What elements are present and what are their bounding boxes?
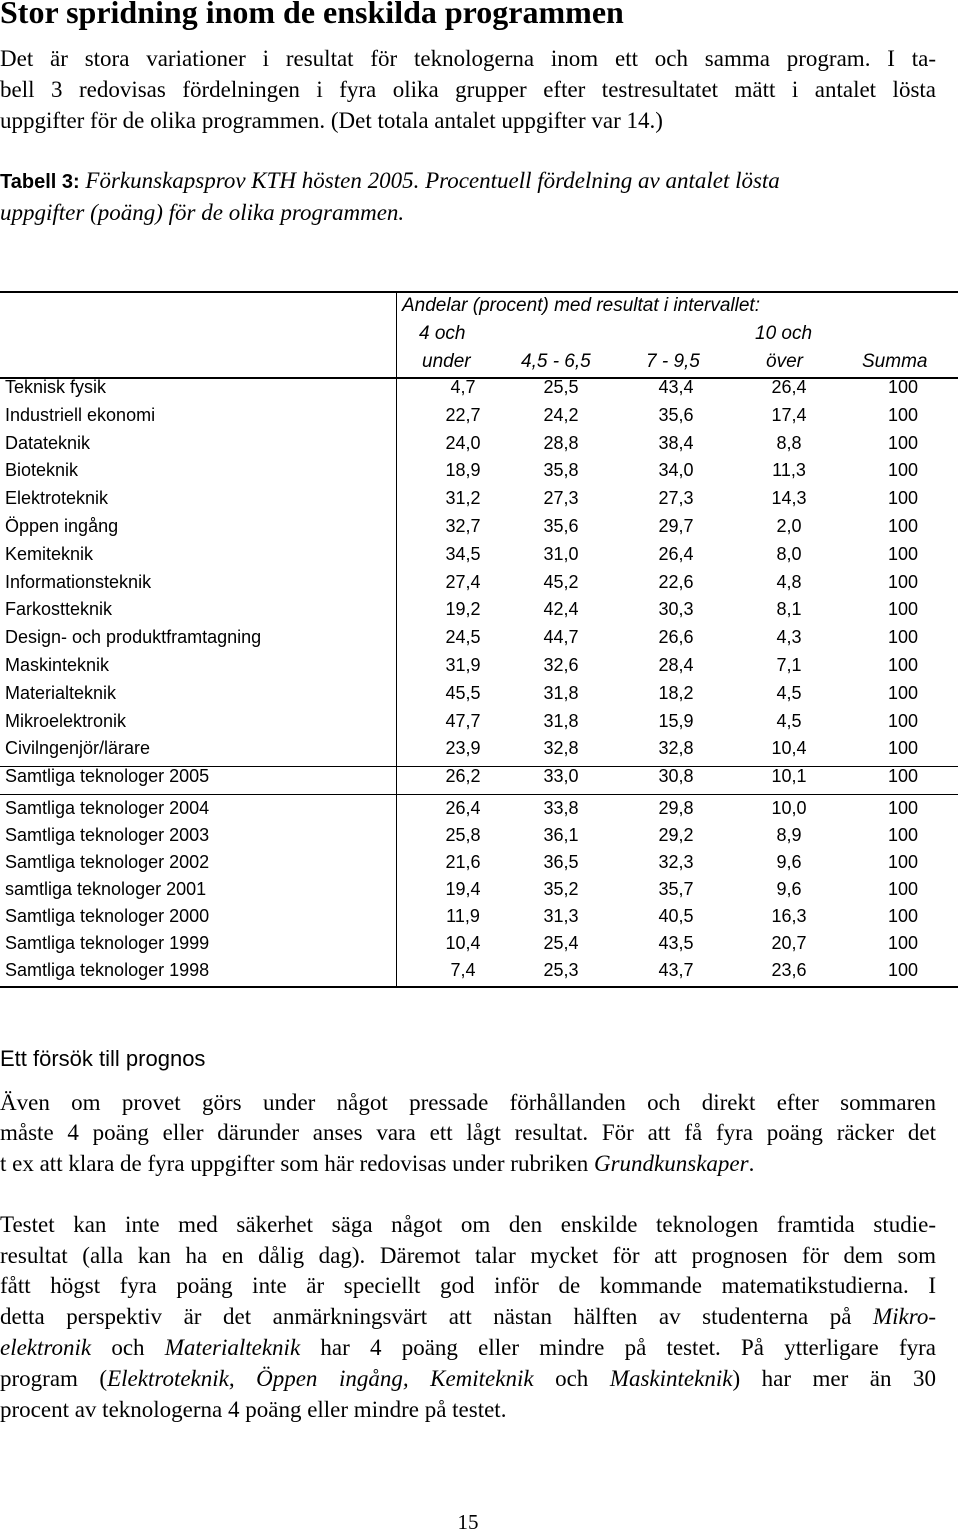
row-value-col-3: 8,1 — [776, 599, 802, 620]
p1-line-1: Även om provet görs under något pressade förhållanden och direkt efter sommaren — [0, 1090, 936, 1115]
row-value-col-3: 17,4 — [771, 404, 807, 425]
intro-line-1: Det är stora variationer i resultat för teknologerna inom ett och samma program. I ta- — [0, 46, 936, 71]
row-value-col-3: 2,0 — [776, 516, 802, 536]
row-value-col-2: 29,7 — [658, 516, 694, 536]
row-value-col-4: 100 — [887, 933, 919, 953]
row-value-col-1: 44,7 — [543, 627, 579, 648]
row-value-col-4: 100 — [887, 460, 919, 481]
table-row — [0, 852, 958, 878]
row-value-col-1: 25,4 — [543, 933, 579, 953]
row-program-name: Datateknik — [5, 432, 91, 453]
row-value-col-3: 8,0 — [776, 543, 802, 564]
row-value-col-1: 25,5 — [543, 377, 579, 397]
col-header-3-line1: 10 och — [755, 323, 813, 344]
row-value-col-3: 8,9 — [776, 825, 802, 845]
table-row — [0, 405, 958, 431]
table-row — [0, 433, 958, 459]
p2-line-5 — [0, 1335, 936, 1361]
table-caption-2 — [0, 200, 404, 226]
row-value-col-4: 100 — [887, 682, 919, 703]
table-row — [0, 599, 958, 625]
row-value-col-4: 100 — [887, 825, 919, 845]
row-value-col-3: 20,7 — [771, 933, 807, 953]
row-value-col-4: 100 — [887, 571, 919, 592]
row-value-col-4: 100 — [887, 432, 919, 453]
row-program-name: Samtliga teknologer 2002 — [5, 852, 210, 872]
table-row — [0, 879, 958, 905]
table-caption-text-2: uppgifter (poäng) för de olika programmen. — [0, 200, 405, 225]
table-row — [0, 627, 958, 653]
p2-line-5-em2: Materialteknik — [164, 1335, 301, 1360]
row-value-col-1: 42,4 — [543, 599, 579, 620]
row-value-col-3: 11,3 — [772, 460, 806, 481]
row-value-col-3: 9,6 — [776, 879, 802, 899]
row-value-col-4: 100 — [887, 852, 919, 872]
row-value-col-4: 100 — [887, 516, 919, 536]
row-program-name: Samtliga teknologer 2004 — [5, 798, 210, 818]
row-value-col-3: 16,3 — [771, 906, 807, 926]
row-value-col-3: 4,8 — [776, 571, 802, 592]
row-value-col-3: 23,6 — [771, 960, 807, 980]
row-value-col-1: 31,8 — [543, 682, 579, 703]
row-value-col-1: 33,8 — [543, 798, 579, 818]
p2-line-5-em1: elektronik — [0, 1335, 92, 1360]
p2-line-6-b: och — [533, 1366, 610, 1391]
table-row — [0, 825, 958, 851]
row-value-col-2: 35,6 — [658, 404, 694, 425]
row-value-col-4: 100 — [887, 377, 919, 397]
row-value-col-2: 28,4 — [658, 655, 694, 675]
row-value-col-0: 24,0 — [445, 432, 481, 453]
col-header-0-line2: under — [422, 351, 471, 372]
table-row — [0, 377, 958, 403]
table-row — [0, 516, 958, 542]
row-value-col-0: 47,7 — [445, 710, 481, 731]
row-value-col-3: 10,0 — [771, 798, 807, 818]
intro-line-2: bell 3 redovisas fördelningen i fyra olika grupper efter testresultatet mätt i antalet lösta — [0, 77, 936, 102]
row-value-col-4: 100 — [887, 543, 919, 564]
row-value-col-0: 32,7 — [445, 516, 481, 536]
table-group-header: Andelar (procent) med resultat i intervallet: — [402, 295, 760, 316]
table-row — [0, 766, 958, 792]
row-value-col-0: 31,9 — [445, 655, 481, 675]
row-value-col-2: 32,8 — [658, 738, 694, 759]
table-row — [0, 960, 958, 986]
row-value-col-0: 21,6 — [445, 852, 481, 872]
row-value-col-2: 32,3 — [658, 852, 694, 872]
results-table — [0, 291, 960, 988]
row-value-col-1: 32,6 — [543, 655, 579, 675]
row-value-col-0: 7,4 — [450, 960, 476, 980]
row-value-col-1: 35,8 — [543, 460, 579, 481]
row-value-col-2: 40,5 — [658, 906, 694, 926]
table-row — [0, 933, 958, 959]
row-value-col-3: 10,1 — [771, 766, 807, 786]
col-header-3-line2: över — [766, 351, 803, 372]
row-value-col-0: 18,9 — [445, 460, 481, 481]
page-heading: Stor spridning inom de enskilda programmen — [0, 0, 624, 30]
row-value-col-1: 31,8 — [543, 710, 579, 731]
row-value-col-3: 26,4 — [771, 377, 807, 397]
table-row — [0, 798, 958, 824]
row-value-col-3: 10,4 — [771, 738, 807, 759]
row-value-col-1: 27,3 — [543, 488, 579, 509]
p2-line-4-em: Mikro- — [872, 1304, 936, 1329]
row-program-name: Industriell ekonomi — [5, 404, 156, 425]
row-program-name: Civilngenjör/lärare — [5, 738, 151, 759]
p1-line-3 — [0, 1151, 754, 1177]
row-program-name: Öppen ingång — [5, 516, 119, 536]
p2-line-6-em: Elektroteknik, Öppen ingång, Kemiteknik — [107, 1366, 534, 1391]
row-program-name: Samtliga teknologer 2000 — [5, 906, 210, 926]
row-value-col-0: 19,4 — [445, 879, 481, 899]
row-value-col-0: 4,7 — [450, 377, 476, 397]
table-row — [0, 488, 958, 514]
row-value-col-4: 100 — [887, 488, 919, 509]
section-heading: Ett försök till prognos — [0, 1046, 206, 1071]
row-value-col-1: 33,0 — [543, 766, 579, 786]
row-value-col-2: 30,3 — [658, 599, 694, 620]
row-value-col-3: 4,5 — [776, 682, 802, 703]
row-value-col-4: 100 — [887, 738, 919, 759]
row-value-col-2: 30,8 — [658, 766, 694, 786]
row-program-name: Elektroteknik — [5, 488, 109, 509]
row-value-col-3: 8,8 — [776, 432, 802, 453]
row-value-col-0: 27,4 — [445, 571, 481, 592]
col-header-1: 4,5 - 6,5 — [521, 351, 591, 372]
p1-line-3-b: . — [748, 1151, 755, 1176]
intro-line-3: uppgifter för de olika programmen. (Det totala antalet uppgifter var 14.) — [0, 108, 663, 133]
p2-line-6-a: program ( — [0, 1366, 108, 1391]
row-value-col-1: 36,1 — [543, 825, 579, 845]
row-program-name: Mikroelektronik — [5, 710, 127, 731]
row-value-col-2: 26,6 — [658, 627, 694, 648]
row-program-name: Samtliga teknologer 2003 — [5, 825, 210, 845]
row-value-col-2: 43,4 — [658, 377, 694, 397]
row-value-col-0: 26,2 — [445, 766, 481, 786]
col-header-0-line1: 4 och — [419, 323, 466, 344]
p2-line-3: fått högst fyra poäng inte är speciellt god inför de kommande matematikstudierna. I — [0, 1273, 936, 1298]
p2-line-4 — [0, 1304, 936, 1330]
row-value-col-1: 35,6 — [543, 516, 579, 536]
row-value-col-2: 26,4 — [658, 543, 694, 564]
table-row — [0, 738, 958, 764]
row-value-col-4: 100 — [887, 655, 919, 675]
row-value-col-1: 32,8 — [543, 738, 579, 759]
row-program-name: Bioteknik — [5, 460, 79, 481]
row-program-name: Kemiteknik — [5, 543, 94, 564]
p1-line-2: måste 4 poäng eller därunder anses vara ett lågt resultat. För att få fyra poäng räcker det — [0, 1120, 936, 1145]
row-value-col-0: 11,9 — [446, 906, 480, 926]
p1-line-3-a: t ex att klara de fyra uppgifter som här redovisas under rubriken — [0, 1151, 594, 1176]
row-value-col-4: 100 — [887, 404, 919, 425]
row-value-col-1: 36,5 — [543, 852, 579, 872]
row-value-col-4: 100 — [887, 798, 919, 818]
row-value-col-2: 43,5 — [658, 933, 694, 953]
p2-line-1: Testet kan inte med säkerhet säga något om den enskilde teknologen framtida studie- — [0, 1212, 936, 1237]
p1-line-3-em: Grundkunskaper — [593, 1151, 749, 1176]
row-value-col-0: 10,4 — [445, 933, 481, 953]
table-caption-label: Tabell 3: — [0, 171, 80, 193]
row-program-name: Farkostteknik — [5, 599, 113, 620]
row-value-col-0: 45,5 — [445, 682, 481, 703]
row-value-col-1: 31,3 — [543, 906, 579, 926]
row-value-col-1: 25,3 — [543, 960, 579, 980]
table-row — [0, 460, 958, 486]
table-caption — [0, 168, 780, 194]
row-value-col-0: 24,5 — [445, 627, 481, 648]
row-value-col-4: 100 — [887, 766, 919, 786]
row-value-col-2: 38,4 — [658, 432, 694, 453]
row-program-name: Teknisk fysik — [5, 377, 107, 397]
p2-line-6-em2: Maskinteknik — [609, 1366, 733, 1391]
row-value-col-3: 7,1 — [776, 655, 802, 675]
row-program-name: Samtliga teknologer 1999 — [5, 933, 210, 953]
row-value-col-4: 100 — [887, 960, 919, 980]
row-value-col-2: 22,6 — [658, 571, 694, 592]
row-value-col-4: 100 — [887, 906, 919, 926]
row-value-col-0: 34,5 — [445, 543, 481, 564]
row-program-name: Samtliga teknologer 1998 — [5, 960, 210, 980]
row-program-name: samtliga teknologer 2001 — [5, 879, 207, 899]
row-value-col-1: 28,8 — [543, 432, 579, 453]
row-value-col-4: 100 — [887, 710, 919, 731]
table-caption-text-1: Förkunskapsprov KTH hösten 2005. Procentuell fördelning av antalet lösta — [85, 168, 780, 193]
row-value-col-2: 29,8 — [658, 798, 694, 818]
row-value-col-2: 29,2 — [658, 825, 694, 845]
row-value-col-3: 4,3 — [776, 627, 802, 648]
table-bottom-rule — [0, 986, 958, 988]
row-program-name: Samtliga teknologer 2005 — [5, 766, 210, 786]
table-row — [0, 906, 958, 932]
row-value-col-0: 25,8 — [445, 825, 481, 845]
row-value-col-2: 15,9 — [658, 710, 694, 731]
row-value-col-4: 100 — [887, 879, 919, 899]
p2-line-7: procent av teknologerna 4 poäng eller mindre på testet. — [0, 1397, 507, 1422]
table-row — [0, 683, 958, 709]
row-value-col-2: 43,7 — [658, 960, 694, 980]
row-value-col-2: 18,2 — [658, 682, 694, 703]
col-header-4: Summa — [862, 351, 928, 372]
row-value-col-3: 9,6 — [776, 852, 802, 872]
row-value-col-2: 34,0 — [658, 460, 694, 481]
p2-line-4-a: detta perspektiv är det anmärkningsvärt att nästan hälften av studenterna på — [0, 1304, 873, 1329]
row-value-col-0: 22,7 — [445, 404, 481, 425]
p2-line-6 — [0, 1366, 936, 1392]
p2-line-6-c: ) har mer än 30 — [732, 1366, 936, 1391]
row-program-name: Design- och produktframtagning — [5, 627, 262, 648]
p2-line-2: resultat (alla kan ha en dålig dag). Däremot talar mycket för att prognosen för dem som — [0, 1243, 936, 1268]
row-value-col-3: 4,5 — [776, 710, 802, 731]
table-row — [0, 711, 958, 737]
row-value-col-0: 23,9 — [445, 738, 481, 759]
row-value-col-1: 31,0 — [543, 543, 579, 564]
page-number: 15 — [457, 1510, 479, 1534]
row-value-col-2: 35,7 — [658, 879, 694, 899]
table-row — [0, 655, 958, 681]
table-top-rule — [0, 291, 958, 293]
row-value-col-3: 14,3 — [771, 488, 807, 509]
col-header-2: 7 - 9,5 — [646, 351, 700, 372]
row-value-col-2: 27,3 — [658, 488, 694, 509]
p2-line-5-b: har 4 poäng eller mindre på testet. På ytterligare fyra — [300, 1335, 936, 1360]
row-value-col-1: 24,2 — [543, 404, 579, 425]
row-value-col-0: 26,4 — [445, 798, 481, 818]
row-value-col-4: 100 — [887, 627, 919, 648]
table-row — [0, 544, 958, 570]
row-program-name: Materialteknik — [5, 682, 117, 703]
row-value-col-1: 35,2 — [543, 879, 579, 899]
row-program-name: Informationsteknik — [5, 571, 152, 592]
row-value-col-1: 45,2 — [543, 571, 579, 592]
p2-line-5-a: och — [91, 1335, 165, 1360]
row-program-name: Maskinteknik — [5, 655, 110, 675]
row-value-col-0: 31,2 — [445, 488, 481, 509]
row-value-col-0: 19,2 — [445, 599, 481, 620]
summary-rule-1 — [0, 794, 958, 795]
row-value-col-4: 100 — [887, 599, 919, 620]
table-row — [0, 572, 958, 598]
